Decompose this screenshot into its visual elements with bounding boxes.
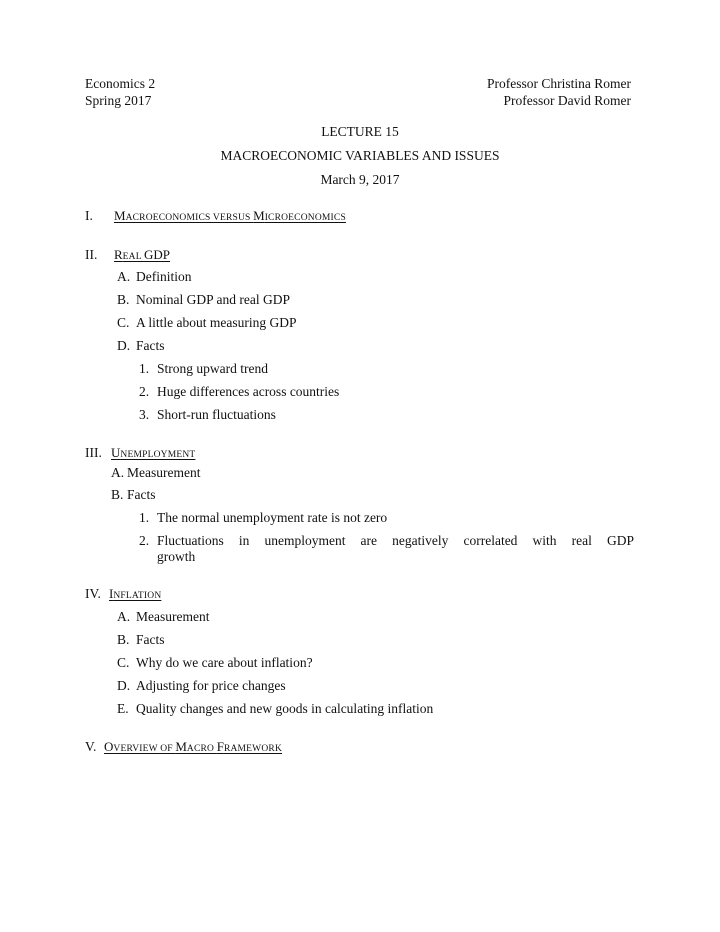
heading-text-part: U [111, 445, 121, 460]
section-number: I. [85, 208, 93, 223]
subitem-label: 2. [139, 384, 150, 399]
section-heading-real-gdp [114, 247, 170, 265]
item-label: A. [111, 465, 125, 480]
section-number: IV. [85, 586, 101, 601]
section-number: II. [85, 247, 98, 262]
item-label: A. [117, 609, 131, 624]
subitem-text: Strong upward trend [157, 361, 268, 376]
heading-text-part: NFLATION [113, 591, 162, 601]
item-text: Definition [136, 269, 192, 284]
heading-text-part: ACRO [186, 744, 217, 754]
heading-text-part: I [109, 586, 114, 601]
heading-text-part: F [216, 739, 224, 754]
heading-text-part: EAL [122, 252, 144, 262]
item-label: B. [117, 632, 130, 647]
item-label: B. [111, 487, 124, 502]
lecture-date: March 9, 2017 [320, 172, 400, 187]
item-label: B. [117, 292, 130, 307]
subitem-text: The normal unemployment rate is not zero [157, 510, 388, 525]
heading-text-part: M [175, 739, 187, 754]
item-text: Measurement [136, 609, 210, 624]
item-label: D. [117, 338, 131, 353]
item-label: E. [117, 701, 129, 716]
heading-text-part: NEMPLOYMENT [120, 450, 196, 460]
subitem-text: Fluctuations in unemployment are negatively correlated with real GDP [157, 533, 634, 548]
subitem-text: Short-run fluctuations [157, 407, 276, 422]
item-label: A. [117, 269, 131, 284]
subitem-label: 2. [139, 533, 150, 548]
heading-text-part: R [114, 247, 123, 262]
item-label: C. [117, 315, 130, 330]
item-text: Facts [136, 632, 165, 647]
section-heading-unemployment [111, 445, 195, 463]
subitem-continuation: growth [157, 549, 196, 564]
lecture-topic: MACROECONOMIC VARIABLES AND ISSUES [220, 148, 500, 163]
section-heading-overview [104, 739, 282, 757]
item-text: Measurement [127, 465, 201, 480]
heading-text-part: ACROECONOMICS VERSUS [125, 213, 254, 223]
heading-text-part: M [114, 208, 126, 223]
item-text: Facts [136, 338, 165, 353]
lecture-number: LECTURE 15 [321, 124, 399, 139]
course-name: Economics 2 [85, 76, 156, 91]
heading-text-part: VERVIEW OF [113, 744, 176, 754]
item-label: C. [117, 655, 130, 670]
professor-2: Professor David Romer [503, 93, 631, 108]
heading-text-part: RAMEWORK [223, 744, 283, 754]
subitem-text: Huge differences across countries [157, 384, 340, 399]
subitem-label: 1. [139, 361, 150, 376]
heading-text-part: O [104, 739, 114, 754]
section-heading-inflation [109, 586, 161, 604]
professor-1: Professor Christina Romer [487, 76, 631, 91]
item-text: Why do we care about inflation? [136, 655, 313, 670]
item-label: D. [117, 678, 131, 693]
subitem-label: 1. [139, 510, 150, 525]
section-number: V. [85, 739, 97, 754]
heading-text-part: GDP [143, 247, 170, 262]
item-text: Nominal GDP and real GDP [136, 292, 290, 307]
item-text: Facts [127, 487, 156, 502]
item-text: Adjusting for price changes [136, 678, 286, 693]
heading-text-part: ICROECONOMICS [264, 213, 346, 223]
term: Spring 2017 [85, 93, 152, 108]
item-text: A little about measuring GDP [136, 315, 297, 330]
section-number: III. [85, 445, 102, 460]
heading-text-part: M [253, 208, 265, 223]
section-heading-macro-vs-micro [114, 208, 346, 226]
subitem-label: 3. [139, 407, 150, 422]
item-text: Quality changes and new goods in calculating inflation [136, 701, 434, 716]
